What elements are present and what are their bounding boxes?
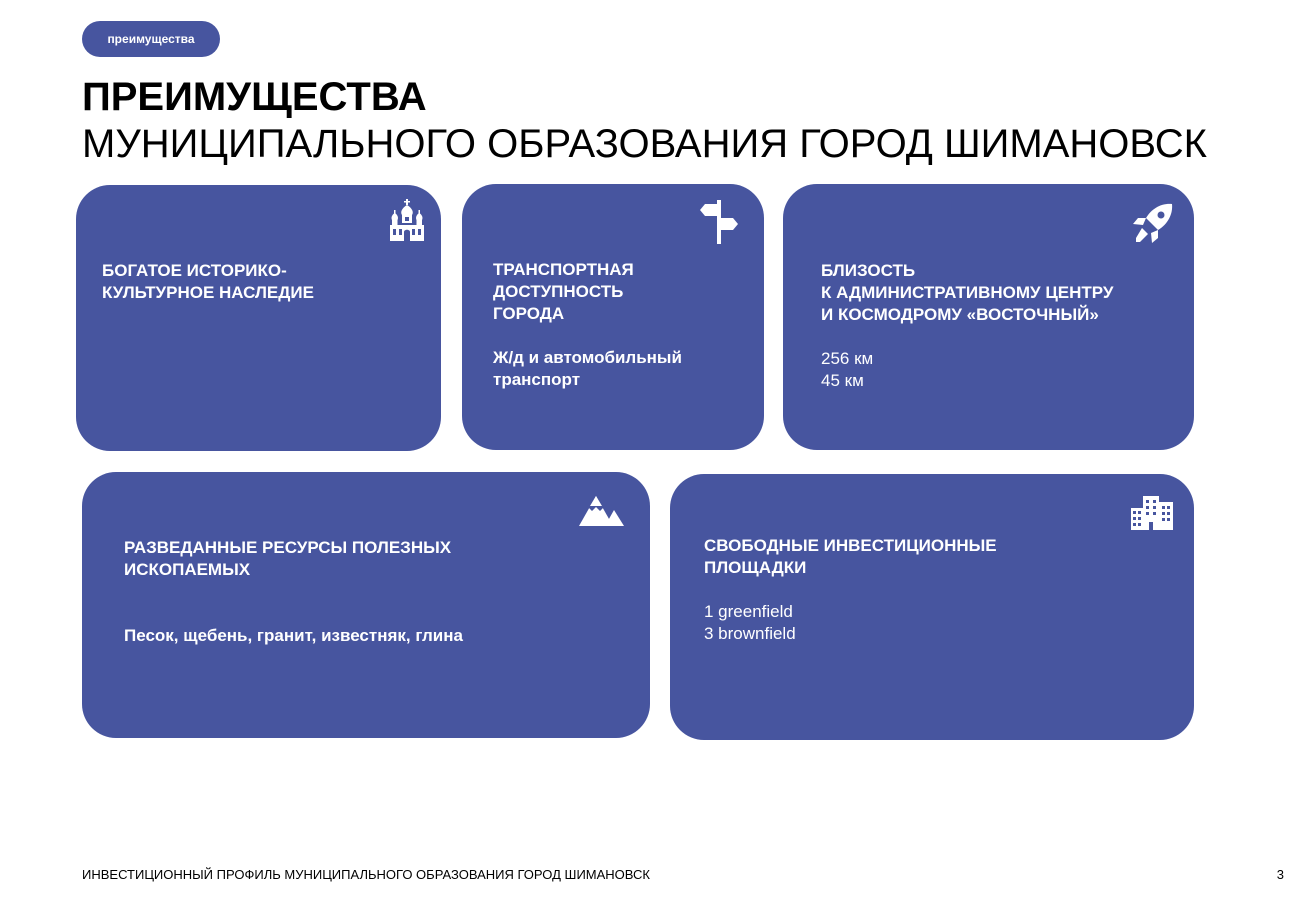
card-details: Песок, щебень, гранит, известняк, глина [124, 626, 463, 645]
mountains-icon [579, 494, 625, 531]
card-heading: РАЗВЕДАННЫЕ РЕСУРСЫ ПОЛЕЗНЫХ ИСКОПАЕМЫХ [124, 538, 452, 579]
card-heading: БЛИЗОСТЬ К АДМИНИСТРАТИВНОМУ ЦЕНТРУ И КОСМОДРОМУ «ВОСТОЧНЫЙ» [821, 261, 1114, 324]
section-tag: преимущества [82, 21, 220, 57]
page-number: 3 [1276, 867, 1284, 882]
card-details: 256 км 45 км [821, 349, 874, 390]
card-transport [462, 184, 764, 450]
signpost-icon [700, 200, 740, 249]
card-resources [82, 472, 650, 738]
footer-text: ИНВЕСТИЦИОННЫЙ ПРОФИЛЬ МУНИЦИПАЛЬНОГО ОБРАЗОВАНИЯ ГОРОД ШИМАНОВСК [82, 867, 650, 882]
card-heading: СВОБОДНЫЕ ИНВЕСТИЦИОННЫЕ ПЛОЩАДКИ [704, 536, 997, 577]
card-details: Ж/д и автомобильный транспорт [493, 348, 682, 389]
page-subtitle: МУНИЦИПАЛЬНОГО ОБРАЗОВАНИЯ ГОРОД ШИМАНОВСК [82, 122, 1207, 166]
card-heritage [76, 185, 441, 451]
page-title: ПРЕИМУЩЕСТВА [82, 75, 427, 119]
card-heading: ТРАНСПОРТНАЯ ДОСТУПНОСТЬ ГОРОДА [493, 260, 634, 323]
card-details: 1 greenfield 3 brownfield [704, 602, 796, 643]
church-icon [389, 199, 425, 246]
buildings-icon [1131, 496, 1173, 535]
rocket-icon [1132, 202, 1174, 249]
card-investment-sites [670, 474, 1194, 740]
card-heading: БОГАТОЕ ИСТОРИКО- КУЛЬТУРНОЕ НАСЛЕДИЕ [102, 261, 314, 302]
card-proximity [783, 184, 1194, 450]
